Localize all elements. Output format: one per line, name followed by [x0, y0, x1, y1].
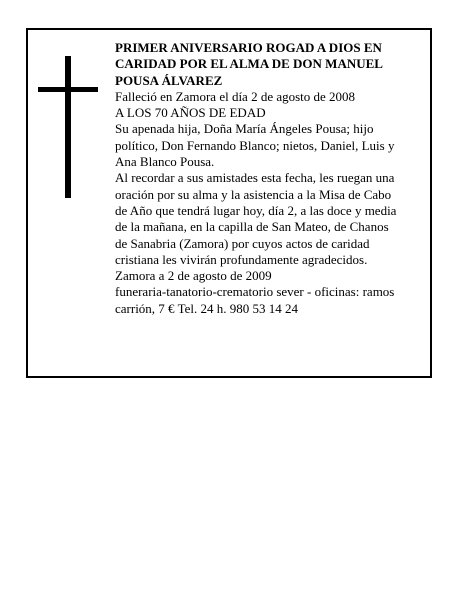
- cross-vertical-bar: [65, 56, 71, 198]
- notice-text: [115, 40, 399, 317]
- cross-icon: [38, 56, 98, 198]
- age-line: A LOS 70 AÑOS DE EDAD: [115, 105, 266, 121]
- obituary-notice: [26, 28, 432, 378]
- notice-heading: PRIMER ANIVERSARIO ROGAD A DIOS EN CARIDAD POR EL ALMA DE DON MANUEL POUSA ÁLVAREZ: [115, 40, 383, 88]
- funeral-home-contact: funeraria-tanatorio-crematorio sever - oficinas: ramos carrión, 7 € Tel. 24 h. 980 53 14 24: [115, 284, 395, 316]
- death-line: Falleció en Zamora el día 2 de agosto de 2008: [115, 88, 356, 104]
- family-paragraph: Su apenada hija, Doña María Ángeles Pousa; hijo político, Don Fernando Blanco; nietos, Daniel, Luis y Ana Blanco Pousa.: [115, 121, 395, 170]
- place-date: Zamora a 2 de agosto de 2009: [115, 268, 272, 284]
- cross-horizontal-bar: [38, 87, 98, 92]
- invitation-paragraph: Al recordar a sus amistades esta fecha, les ruegan una oración por su alma y la asistencia a la Misa de Cabo de Año que tendrá lugar hoy, día 2, a las doce y media de la mañana, en la capilla de San Mateo, de Chanos de Sanabria (Zamora) por cuyos actos de caridad cristiana les vivirán profundamente agradecidos.: [115, 170, 397, 267]
